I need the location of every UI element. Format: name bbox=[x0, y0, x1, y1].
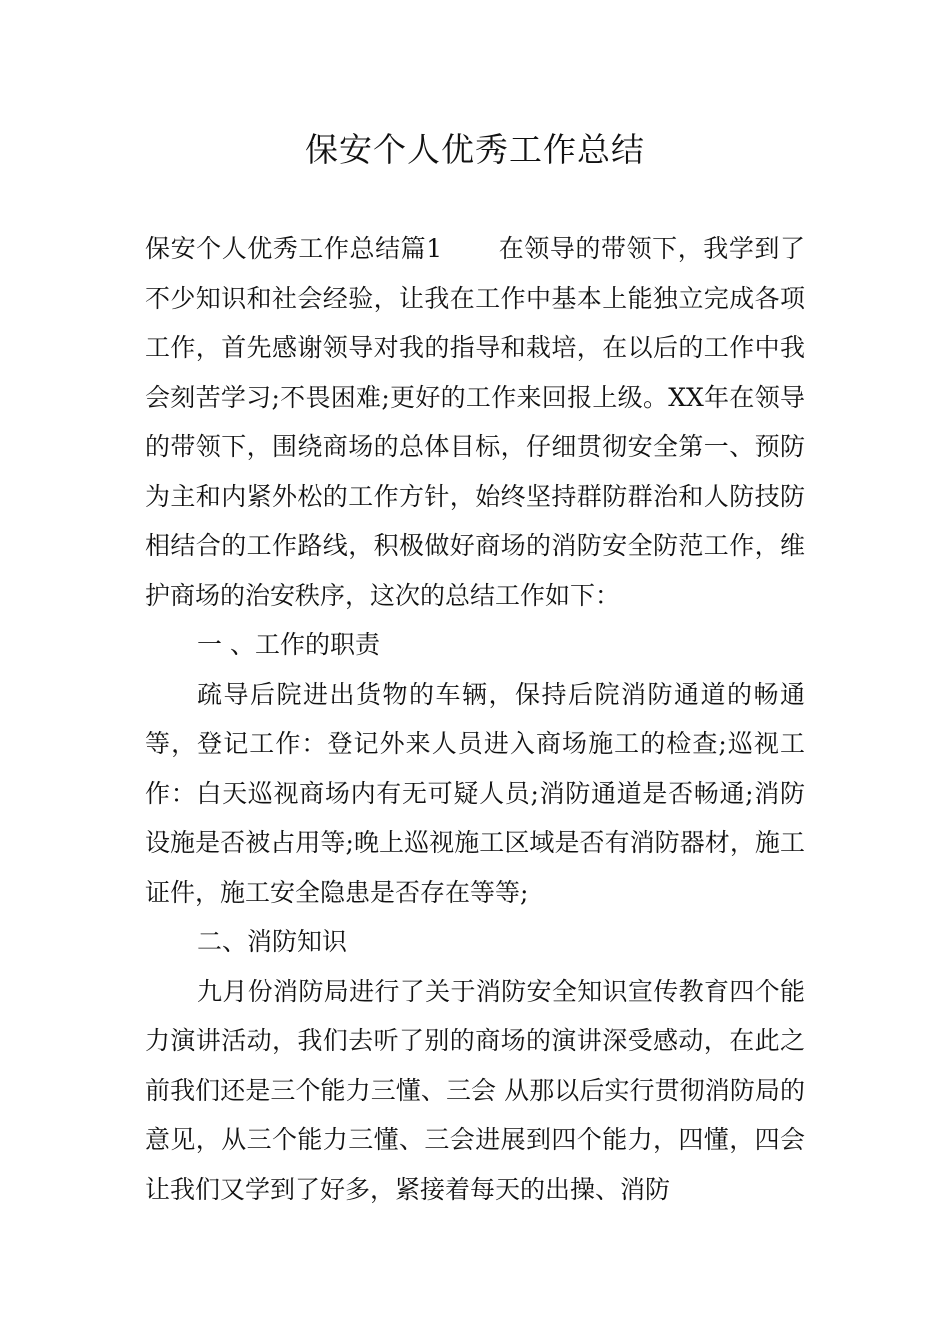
intro-paragraph bbox=[145, 224, 805, 620]
paragraph-text: 在领导的带领下，我学到了不少知识和社会经验，让我在工作中基本上能独立完成各项工作，首先感谢领导对我的指导和栽培，在以后的工作中我会刻苦学习;不畏困难;更好的工作来回报上级。XX年在领导的带领下，围绕商场的总体目标，仔细贯彻安全第一、预防为主和内紧外松的工作方针，始终坚持群防群治和人防技防相结合的工作路线，积极做好商场的消防安全防范工作，维护商场的治安秩序，这次的总结工作如下： bbox=[145, 234, 805, 610]
duties-paragraph: 疏导后院进出货物的车辆，保持后院消防通道的畅通等，登记工作：登记外来人员进入商场施工的检查;巡视工作：白天巡视商场内有无可疑人员;消防通道是否畅通;消防设施是否被占用等;晚上巡视施工区域是否有消防器材，施工证件，施工安全隐患是否存在等等; bbox=[145, 679, 805, 907]
intro-label: 保安个人优秀工作总结篇1 bbox=[145, 234, 443, 263]
document-body bbox=[145, 224, 805, 1214]
document-title: 保安个人优秀工作总结 bbox=[305, 130, 645, 169]
section-heading-fire-knowledge: 二、消防知识 bbox=[197, 927, 348, 956]
fire-knowledge-paragraph: 九月份消防局进行了关于消防安全知识宣传教育四个能力演讲活动，我们去听了别的商场的演讲深受感动，在此之前我们还是三个能力三懂、三会 从那以后实行贯彻消防局的意见，从三个能力三懂、三会进展到四个能力，四懂，四会让我们又学到了好多，紧接着每天的出操、消防 bbox=[145, 976, 805, 1204]
section-heading-duties: 一 、工作的职责 bbox=[197, 630, 380, 659]
